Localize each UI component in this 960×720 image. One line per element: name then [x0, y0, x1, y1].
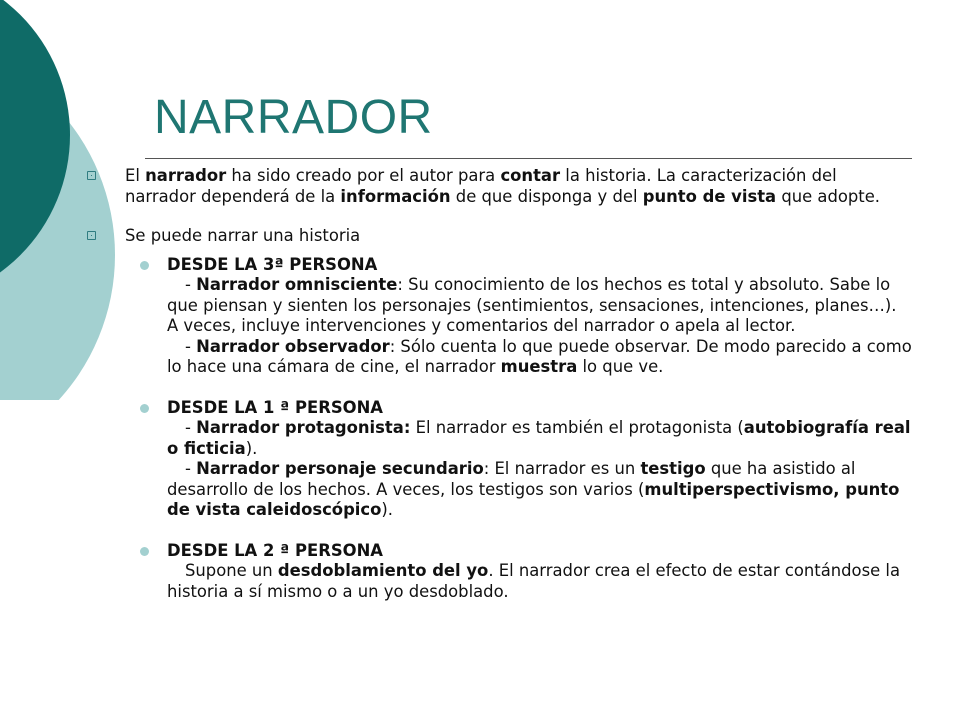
- muestra-term: muestra: [500, 357, 578, 376]
- indent: [167, 561, 185, 580]
- intro-bold: punto de vista: [642, 186, 777, 206]
- witness-term: testigo: [640, 459, 706, 478]
- lead-paragraph: [87, 226, 912, 247]
- indent: [167, 337, 185, 356]
- intro-bold: contar: [500, 166, 561, 185]
- first-person-item: [87, 398, 912, 521]
- third-person-item: [87, 255, 912, 378]
- intro-text: que adopte.: [776, 186, 881, 206]
- indent: [167, 418, 185, 437]
- second-person-item: [87, 541, 912, 603]
- dash: -: [185, 275, 197, 294]
- round-bullet-icon: [140, 547, 149, 556]
- intro-text: la historia. La caracterización del narrador dependerá de la: [125, 166, 837, 206]
- third-person-heading: DESDE LA 3ª PERSONA: [167, 254, 378, 274]
- slide-content: [87, 166, 912, 602]
- round-bullet-icon: [140, 261, 149, 270]
- observer-text: : Sólo cuenta lo que puede observar. De modo parecido a como lo hace una cámara de cine, el narrador: [167, 336, 912, 376]
- protagonist-text-end: ).: [245, 438, 258, 458]
- dash: -: [185, 336, 197, 356]
- intro-bold: narrador: [145, 166, 227, 185]
- secondary-text: : El narrador es un: [483, 459, 641, 478]
- observer-text-end: lo que ve.: [577, 357, 664, 376]
- intro-text: de que disponga y del: [450, 186, 643, 206]
- dash: -: [185, 459, 197, 478]
- secondary-text: que ha asistido al desarrollo de los hechos. A veces, los testigos son varios (: [167, 459, 856, 499]
- first-person-heading: DESDE LA 1 ª PERSONA: [167, 397, 383, 417]
- secondary-term: Narrador personaje secundario: [196, 459, 484, 478]
- intro-paragraph: [87, 166, 912, 207]
- second-person-text: . El narrador crea el efecto de estar contándose la historia a sí mismo o a un yo desdoblado.: [167, 561, 900, 601]
- indent: [167, 459, 185, 478]
- second-person-text: Supone un: [185, 561, 278, 580]
- dash: -: [185, 418, 197, 437]
- protagonist-text: El narrador es también el protagonista (: [410, 418, 744, 437]
- intro-bold: información: [340, 186, 451, 206]
- multiperspective-term: multiperspectivismo, punto de vista caleidoscópico: [167, 479, 900, 519]
- doubling-term: desdoblamiento del yo: [277, 561, 489, 580]
- observer-term: Narrador observador: [196, 336, 390, 356]
- intro-text: ha sido creado por el autor para: [226, 166, 501, 185]
- intro-text: El: [125, 166, 146, 185]
- square-bullet-icon: [87, 231, 96, 240]
- second-person-heading: DESDE LA 2 ª PERSONA: [167, 540, 383, 560]
- omniscient-term: Narrador omnisciente: [196, 275, 398, 294]
- title-divider: [145, 158, 912, 159]
- secondary-text-end: ).: [381, 500, 394, 519]
- autobiography-term: autobiografía real o ficticia: [167, 418, 911, 458]
- square-bullet-icon: [87, 171, 96, 180]
- indent: [167, 275, 185, 294]
- omniscient-text: : Su conocimiento de los hechos es total y absoluto. Sabe lo que piensan y sienten los personajes (sentimientos, sensaciones, intenciones, planes…). A veces, incluye intervenciones y comentarios del narrador o apela al lector.: [167, 275, 897, 335]
- protagonist-term: Narrador protagonista:: [196, 418, 411, 437]
- lead-text: Se puede narrar una historia: [125, 226, 361, 245]
- slide-title: NARRADOR: [154, 91, 433, 144]
- round-bullet-icon: [140, 404, 149, 413]
